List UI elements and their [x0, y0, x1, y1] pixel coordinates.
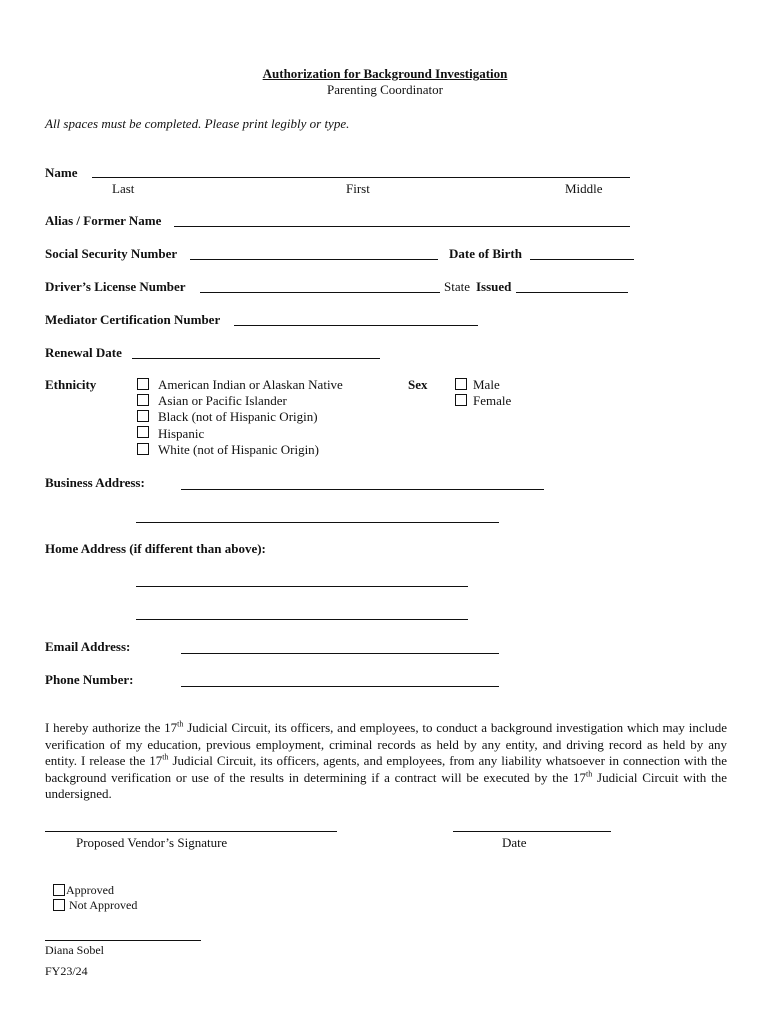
- form-subtitle: Parenting Coordinator: [327, 82, 443, 97]
- checkbox-ethnicity-0[interactable]: [137, 378, 149, 390]
- state-issued-field[interactable]: [516, 292, 628, 293]
- vendor-signature-field[interactable]: [45, 831, 337, 832]
- mediator-field[interactable]: [234, 325, 478, 326]
- name-label: Name: [45, 165, 78, 180]
- alias-field[interactable]: [174, 226, 630, 227]
- ethnicity-option-2: Black (not of Hispanic Origin): [158, 409, 318, 424]
- approved-label: Approved: [66, 883, 114, 897]
- name-sub-last: Last: [112, 181, 135, 196]
- issued-label: Issued: [476, 279, 512, 294]
- dl-field[interactable]: [200, 292, 440, 293]
- instructions: All spaces must be completed. Please print legibly or type.: [45, 116, 350, 131]
- ethnicity-option-4: White (not of Hispanic Origin): [158, 442, 320, 457]
- checkbox-ethnicity-3[interactable]: [137, 426, 149, 438]
- authorization-text-2: Judicial Circuit, its officers, and employees, to conduct a background investigation which may include verification of my education, previous employment, criminal records as held by any entity, and driving record as held by any entity. I release the 17: [45, 720, 727, 768]
- name-sub-middle: Middle: [565, 181, 603, 196]
- approver-name: Diana Sobel: [45, 943, 104, 957]
- ordinal-suffix-1: th: [177, 719, 184, 729]
- ordinal-suffix-2: th: [162, 752, 169, 762]
- sex-label: Sex: [408, 377, 428, 392]
- signature-date-field[interactable]: [453, 831, 611, 832]
- dob-label: Date of Birth: [449, 246, 522, 261]
- fiscal-year: FY23/24: [45, 964, 88, 978]
- signature-date-label: Date: [502, 835, 527, 850]
- phone-label: Phone Number:: [45, 672, 134, 687]
- approver-signature-field[interactable]: [45, 940, 201, 941]
- email-field[interactable]: [181, 653, 499, 654]
- checkbox-sex-female[interactable]: [455, 394, 467, 406]
- alias-label: Alias / Former Name: [45, 213, 162, 228]
- ssn-label: Social Security Number: [45, 246, 178, 261]
- dl-label: Driver’s License Number: [45, 279, 186, 294]
- business-address-line-2[interactable]: [136, 522, 499, 523]
- business-address-label: Business Address:: [45, 475, 145, 490]
- name-field[interactable]: [92, 177, 630, 178]
- form-title: Authorization for Background Investigation: [262, 66, 508, 81]
- checkbox-ethnicity-1[interactable]: [137, 394, 149, 406]
- ethnicity-option-3: Hispanic: [158, 426, 205, 441]
- vendor-signature-label: Proposed Vendor’s Signature: [76, 835, 228, 850]
- mediator-label: Mediator Certification Number: [45, 312, 221, 327]
- checkbox-ethnicity-2[interactable]: [137, 410, 149, 422]
- ordinal-suffix-3: th: [585, 769, 593, 779]
- dob-field[interactable]: [530, 259, 634, 260]
- name-sub-first: First: [346, 181, 370, 196]
- ethnicity-option-0: American Indian or Alaskan Native: [158, 377, 343, 392]
- authorization-text-3: Judicial Circuit, its officers, agents, and employees, from any liability whatsoever in connection with the background verification or use of the results in determining if a contract will be executed by the 17: [45, 753, 727, 785]
- home-address-line-1[interactable]: [136, 586, 468, 587]
- authorization-text-1: I hereby authorize the 17: [45, 720, 178, 735]
- ethnicity-label: Ethnicity: [45, 377, 97, 392]
- authorization-text-4: Judicial Circuit with the undersigned.: [45, 769, 727, 801]
- authorization-paragraph: [45, 720, 727, 803]
- checkbox-sex-male[interactable]: [455, 378, 467, 390]
- not-approved-label: Not Approved: [69, 898, 138, 912]
- checkbox-approved[interactable]: [53, 884, 65, 896]
- ssn-field[interactable]: [190, 259, 438, 260]
- renewal-field[interactable]: [132, 358, 380, 359]
- sex-option-female: Female: [473, 393, 512, 408]
- checkbox-not-approved[interactable]: [53, 899, 65, 911]
- state-label: State: [444, 279, 470, 294]
- ethnicity-option-1: Asian or Pacific Islander: [158, 393, 287, 408]
- sex-option-male: Male: [473, 377, 500, 392]
- home-address-label: Home Address (if different than above):: [45, 541, 266, 556]
- checkbox-ethnicity-4[interactable]: [137, 443, 149, 455]
- email-label: Email Address:: [45, 639, 131, 654]
- renewal-label: Renewal Date: [45, 345, 122, 360]
- home-address-line-2[interactable]: [136, 619, 468, 620]
- phone-field[interactable]: [181, 686, 499, 687]
- business-address-line-1[interactable]: [181, 489, 544, 490]
